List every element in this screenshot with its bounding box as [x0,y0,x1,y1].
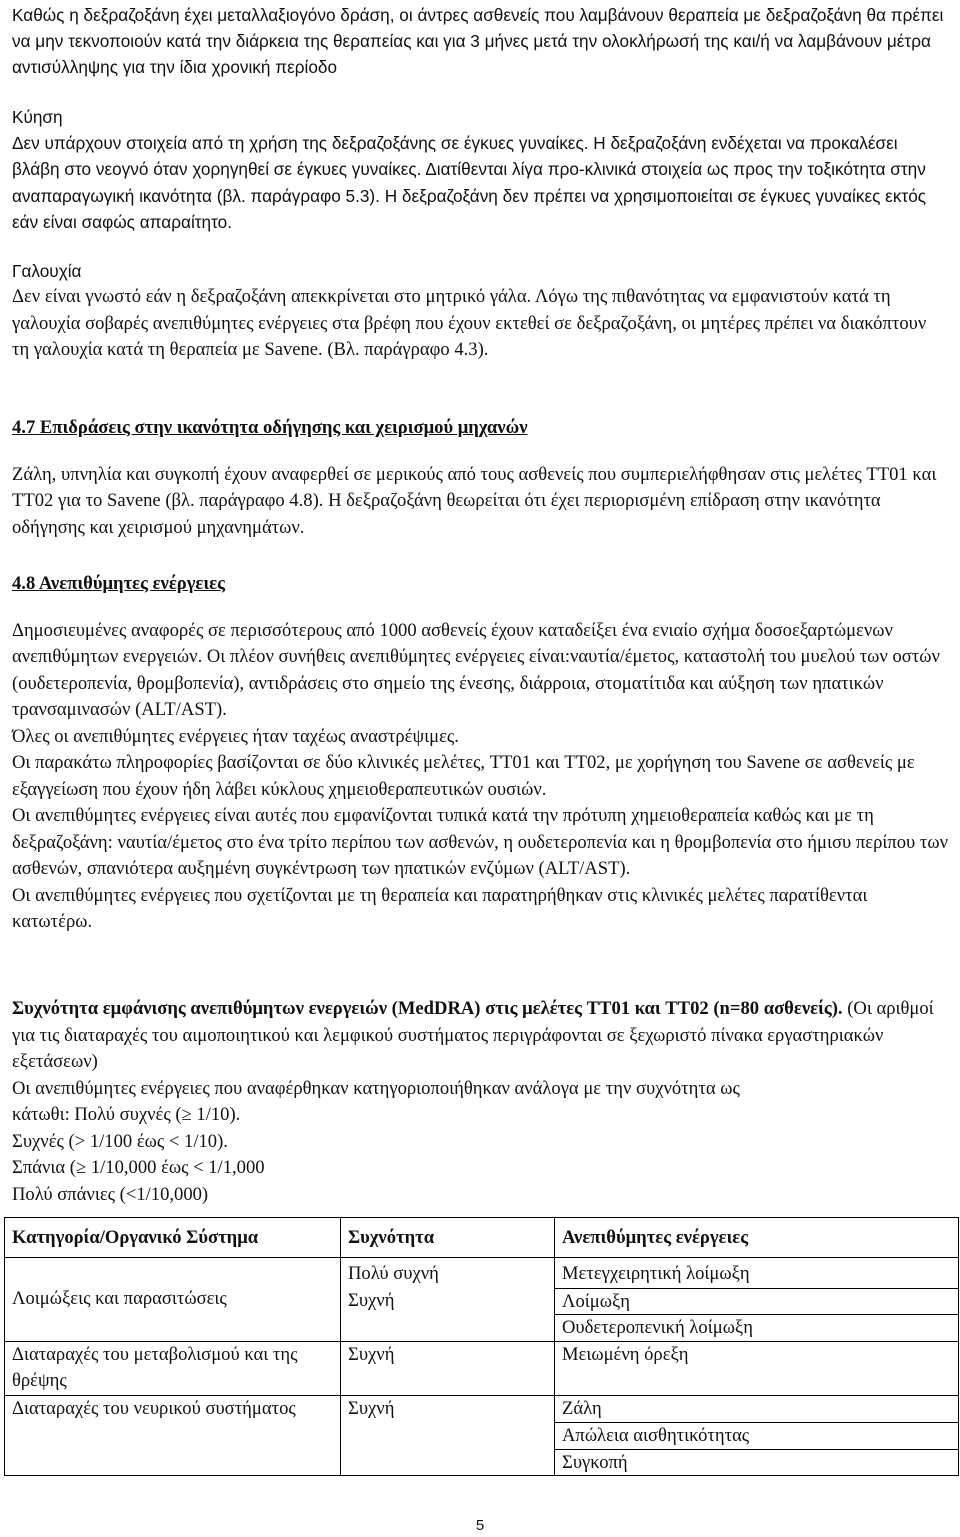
frequency-note: (Οι αριθμοί για τις διαταραχές του αιμοποιητικού και λεμφικού συστήματος περιγράφονται σε ξεχωριστό πίνακα εργαστηριακών εξετάσεων) [12,998,934,1072]
pregnancy-text: Δεν υπάρχουν στοιχεία από τη χρήση της δεξραζοξάνης σε έγκυες γυναίκες. Η δεξραζοξάνη ενδέχεται να προκαλέσει βλάβη στο νεογνό όταν χορηγηθεί σε έγκυες γυναίκες. Διατίθενται λίγα προ-κλινικά στοιχεία ως προς την τοξικότητα στην αναπαραγωγική ικανότητα (βλ. παράγραφο 5.3). Η δεξραζοξάνη δεν πρέπει να χρησιμοποιείται σε έγκυες γυναίκες εκτός εάν είναι σαφώς απαραίτητο. [12,133,927,232]
frequency-value: Πολύ συχνή [348,1263,439,1284]
adverse-events-table [4,1217,959,1476]
frequency-intro [12,996,948,1076]
frequency-line-5: Πολύ σπάνιες (<1/10,000) [12,1183,209,1205]
section-4-8-heading: 4.8 Ανεπιθύμητες ενέργειες [12,573,225,594]
table-row [5,1341,959,1395]
frequency-value: Συχνή [348,1289,395,1311]
row-category: Διαταραχές του μεταβολισμού και της θρέψης [5,1341,341,1395]
greater-equal-symbol: ≥ [181,1104,192,1125]
header-reactions: Ανεπιθύμητες ενέργειες [555,1218,959,1258]
frequency-line-3: Συχνές (> 1/100 έως < 1/10). [12,1130,228,1152]
row-reactions [555,1395,959,1476]
row-frequency [341,1258,555,1342]
section-4-8 [12,571,948,936]
table-header-row [5,1218,959,1258]
reaction-item: Απώλεια αισθητικότητας [555,1422,958,1449]
row-category: Λοιμώξεις και παρασιτώσεις [5,1258,341,1342]
frequency-section [12,996,948,1208]
lactation-section [12,258,948,364]
frequency-line-2: κάτωθι: Πολύ συχνές (≥ 1/10). [12,1104,241,1125]
table-row [5,1258,959,1342]
section-4-8-para-4: Οι ανεπιθύμητες ενέργειες είναι αυτές που εμφανίζονται τυπικά κατά την πρότυπη χημειοθεραπεία καθώς και με τη δεξραζοξάνη: ναυτία/έμετος στο ένα τρίτο περίπου των ασθενών, η ουδετεροπενία και η θρομβοπενία στο ήμισυ περίπου των ασθενών, σπανιότερα αυξημένη συγκέντρωση των ηπατικών ενζύμων (ALT/AST). [12,805,949,879]
reaction-item: Ζάλη [562,1397,602,1419]
section-4-7-heading: 4.7 Επιδράσεις στην ικανότητα οδήγησης και χειρισμού μηχανών [12,417,528,438]
frequency-line-1: Οι ανεπιθύμητες ενέργειες που αναφέρθηκαν κατηγοριοποιήθηκαν ανάλογα με την συχνότητα ως [12,1077,740,1099]
section-4-8-para-3: Οι παρακάτω πληροφορίες βασίζονται σε δύο κλινικές μελέτες, TT01 και TT02, με χορήγηση του Savene σε ασθενείς με εξαγγείωση που έχουν ήδη λάβει κύκλους χημειοθεραπευτικών ουσιών. [12,752,915,800]
row-reactions: Μειωμένη όρεξη [555,1341,959,1395]
header-category: Κατηγορία/Οργανικό Σύστημα [5,1218,341,1258]
section-4-8-para-2: Όλες οι ανεπιθύμητες ενέργειες ήταν ταχέως αναστρέψιμες. [12,725,459,747]
intro-paragraph: Καθώς η δεξραζοξάνη έχει μεταλλαξιογόνο δράση, οι άντρες ασθενείς που λαμβάνουν θεραπεία με δεξραζοξάνη θα πρέπει να μην τεκνοποιούν κατά την διάρκεια της θεραπείας και για 3 μήνες μετά την ολοκλήρωσή της και/ή να λαμβάνουν μέτρα αντισύλληψης για την ίδια χρονική περίοδο [12,5,944,78]
table-row [5,1395,959,1476]
page-number: 5 [475,1517,485,1534]
pregnancy-section [12,104,948,235]
row-frequency: Συχνή [341,1395,555,1476]
section-4-7-text: Ζάλη, υπνηλία και συγκοπή έχουν αναφερθεί σε μερικούς από τους ασθενείς που συμπεριελήφθησαν στις μελέτες TT01 και TT02 για το Savene (βλ. παράγραφο 4.8). Η δεξραζοξάνη θεωρείται ότι έχει περιορισμένη επίδραση στην ικανότητα οδήγησης και χειρισμού μηχανημάτων. [12,463,937,538]
row-frequency: Συχνή [341,1341,555,1395]
pregnancy-heading: Κύηση [12,107,63,127]
row-reactions [555,1258,959,1342]
greater-equal-symbol: ≥ [75,1157,87,1178]
header-frequency: Συχνότητα [341,1218,555,1258]
section-4-7 [12,415,948,541]
lactation-heading: Γαλουχία [12,261,82,281]
reaction-item: Ουδετεροπενική λοίμωξη [555,1314,958,1341]
reaction-item: Μετεγχειρητική λοίμωξη [562,1263,750,1284]
section-4-8-para-1: Δημοσιευμένες αναφορές σε περισσότερους από 1000 ασθενείς έχουν καταδείξει ένα ενιαίο σχήμα δοσοεξαρτώμενων ανεπιθύμητων ενεργειών. Οι πλέον συνήθεις ανεπιθύμητες ενέργειες είναι:ναυτία/έμετος, καταστολή του μυελού των οστών (ουδετεροπενία, θρομβοπενία), αντιδράσεις στο σημείο της ένεσης, διάρροια, στοματίτιδα και αύξηση των ηπατικών τρανσαμινασών (ALT/AST). [12,619,940,720]
reaction-item: Λοίμωξη [555,1288,958,1315]
row-category: Διαταραχές του νευρικού συστήματος [5,1395,341,1476]
section-4-8-para-5: Οι ανεπιθύμητες ενέργειες που σχετίζονται με τη θεραπεία και παρατηρήθηκαν στις κλινικές μελέτες παρατίθενται κατωτέρω. [12,884,868,932]
reaction-item: Συγκοπή [555,1449,958,1476]
frequency-line-4: Σπάνια (≥ 1/10,000 έως < 1/1,000 [12,1157,265,1178]
section-4-8-body [12,618,948,936]
frequency-bold-lead: Συχνότητα εμφάνισης ανεπιθύμητων ενεργειών (MedDRA) στις μελέτες TT01 και TT02 (n=80 ασθενείς). [12,998,843,1019]
lactation-text: Δεν είναι γνωστό εάν η δεξραζοξάνη απεκκρίνεται στο μητρικό γάλα. Λόγω της πιθανότητας να εμφανιστούν κατά τη γαλουχία σοβαρές ανεπιθύμητες ενέργειες στα βρέφη που έχουν εκτεθεί σε δεξραζοξάνη, οι μητέρες πρέπει να διακόπτουν τη γαλουχία κατά τη θεραπεία με Savene. (Βλ. παράγραφο 4.3). [12,286,927,361]
